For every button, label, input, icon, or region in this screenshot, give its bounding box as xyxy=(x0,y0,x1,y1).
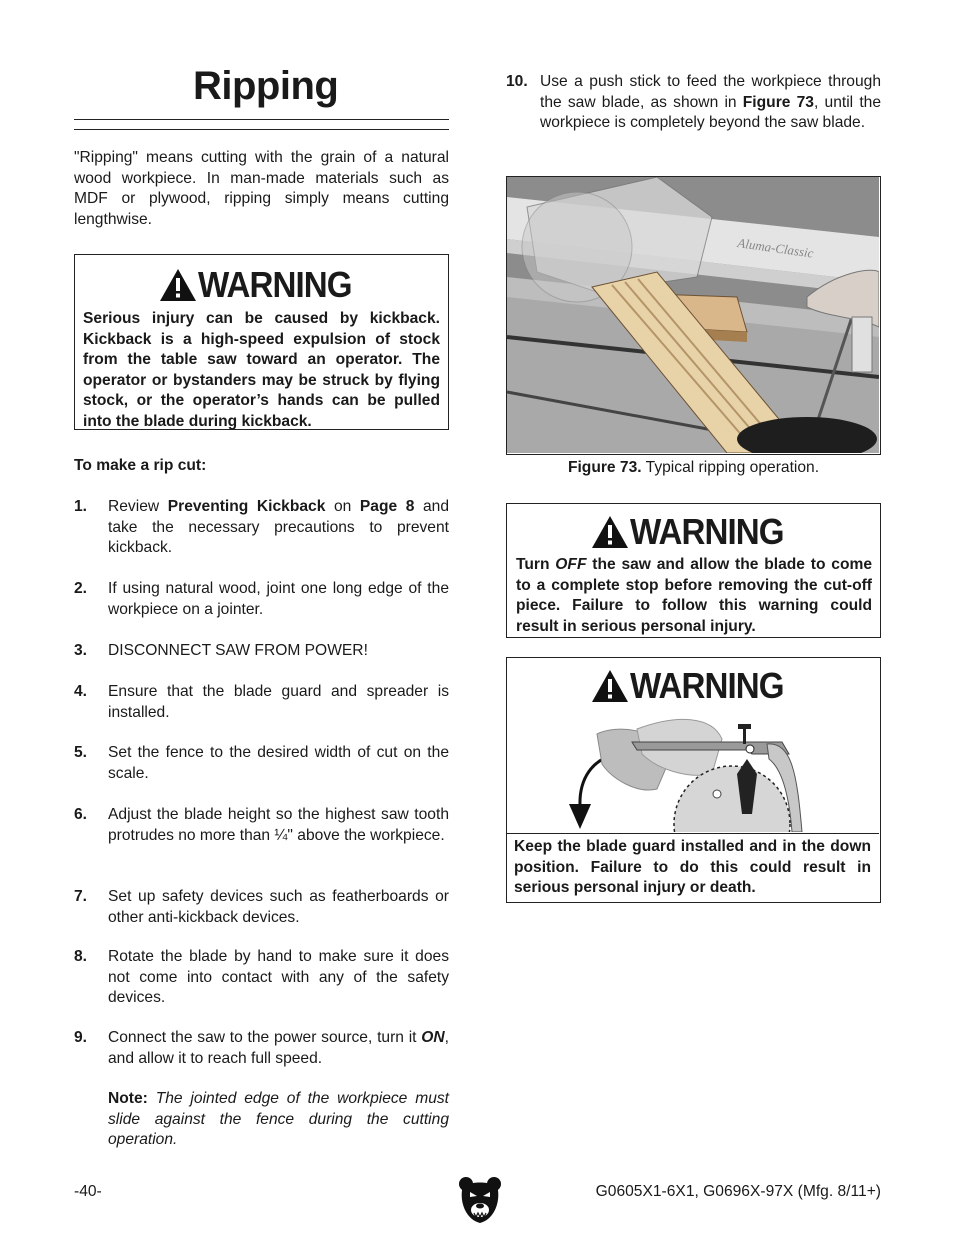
note-label: Note: xyxy=(108,1090,148,1107)
step-8: 8. Rotate the blade by hand to make sure it does not come into contact with any of the safety devices. xyxy=(74,948,449,1006)
procedure-heading: To make a rip cut: xyxy=(74,457,207,474)
step-9: 9. Connect the saw to the power source, turn it ON, and allow it to reach full speed. xyxy=(74,1029,449,1067)
warning-text: Turn OFF the saw and allow the blade to come to a complete stop before removing the cut-off piece. Failure to follow this warning could result in serious personal injury. xyxy=(516,556,873,635)
warning-label: WARNING xyxy=(630,665,784,706)
turn-off-warning-box xyxy=(506,503,881,638)
step-4: 4. Ensure that the blade guard and spreader is installed. xyxy=(74,683,449,721)
model-number: G0605X1-6X1, G0696X-97X (Mfg. 8/11+) xyxy=(595,1183,881,1200)
warning-header xyxy=(75,263,448,307)
warning-text: Keep the blade guard installed and in the down position. Failure to do this could result in serious personal injury or death. xyxy=(507,833,879,899)
note-text: The jointed edge of the workpiece must slide against the fence during the cutting operation. xyxy=(108,1090,449,1148)
step-9-note xyxy=(74,1089,449,1151)
intro-paragraph: "Ripping" means cutting with the grain of a natural wood workpiece. In man-made materials such as MDF or plywood, ripping simply means cutting lengthwise. xyxy=(74,149,449,228)
title-rule-bottom xyxy=(74,129,449,130)
figure-label: Figure 73. xyxy=(567,459,642,476)
step-2: 2. If using natural wood, joint one long edge of the workpiece on a jointer. xyxy=(74,580,449,618)
blade-guard-warning-box xyxy=(506,657,881,903)
warning-header xyxy=(507,664,880,708)
warning-triangle-icon xyxy=(590,514,630,550)
step-number: 1. xyxy=(74,498,88,515)
blade-guard-illustration xyxy=(507,714,879,832)
ripping-operation-illustration xyxy=(507,177,879,453)
step-number: 7. xyxy=(74,888,88,905)
step-number: 8. xyxy=(74,948,88,965)
warning-label: WARNING xyxy=(630,511,784,552)
warning-label: WARNING xyxy=(198,264,352,305)
bear-logo xyxy=(458,1176,502,1224)
step-7: 7. Set up safety devices such as featherboards or other anti-kickback devices. xyxy=(74,888,449,926)
step-number: 10. xyxy=(506,73,528,90)
page-title: Ripping xyxy=(193,64,339,108)
step-number: 9. xyxy=(74,1029,88,1046)
xref-page: Page 8 xyxy=(359,498,415,515)
warning-text: Serious injury can be caused by kickback. Kickback is a high-speed expulsion of stock from the table saw toward an operator. The operator or bystanders may be struck by flying stock, or the operator’s hands can be pulled into the blade during kickback. xyxy=(83,310,440,430)
step-number: 3. xyxy=(74,642,88,659)
step-5: 5. Set the fence to the desired width of cut on the scale. xyxy=(74,744,449,782)
step-number: 6. xyxy=(74,806,88,823)
figure-73-photo xyxy=(506,176,881,455)
figure-caption-text: Typical ripping operation. xyxy=(641,459,820,476)
fence-brand-text: Aluma-Classic xyxy=(736,235,815,261)
warning-triangle-icon xyxy=(590,668,630,704)
step-number: 5. xyxy=(74,744,88,761)
step-6: 6. Adjust the blade height so the highest saw tooth protrudes no more than ¼" above the workpiece. xyxy=(74,806,449,844)
step-10: 10. Use a push stick to feed the workpiece through the saw blade, as shown in Figure 73, until the workpiece is completely beyond the saw blade. xyxy=(506,73,882,131)
bear-head-icon xyxy=(458,1176,502,1224)
page-number: -40- xyxy=(74,1183,102,1200)
xref-figure: Figure 73 xyxy=(742,93,814,111)
blade-guard-diagram xyxy=(507,714,879,832)
step-1: 1. Review Preventing Kickback on Page 8 and take the necessary precautions to prevent kickback. xyxy=(74,498,450,556)
step-number: 4. xyxy=(74,683,88,700)
title-rule-top xyxy=(74,119,449,120)
warning-header xyxy=(507,510,880,554)
step-3: 3. DISCONNECT SAW FROM POWER! xyxy=(74,641,449,662)
figure-caption xyxy=(506,459,881,477)
xref-preventing-kickback: Preventing Kickback xyxy=(167,498,326,515)
step-number: 2. xyxy=(74,580,88,597)
kickback-warning-box xyxy=(74,254,449,430)
warning-triangle-icon xyxy=(158,267,198,303)
